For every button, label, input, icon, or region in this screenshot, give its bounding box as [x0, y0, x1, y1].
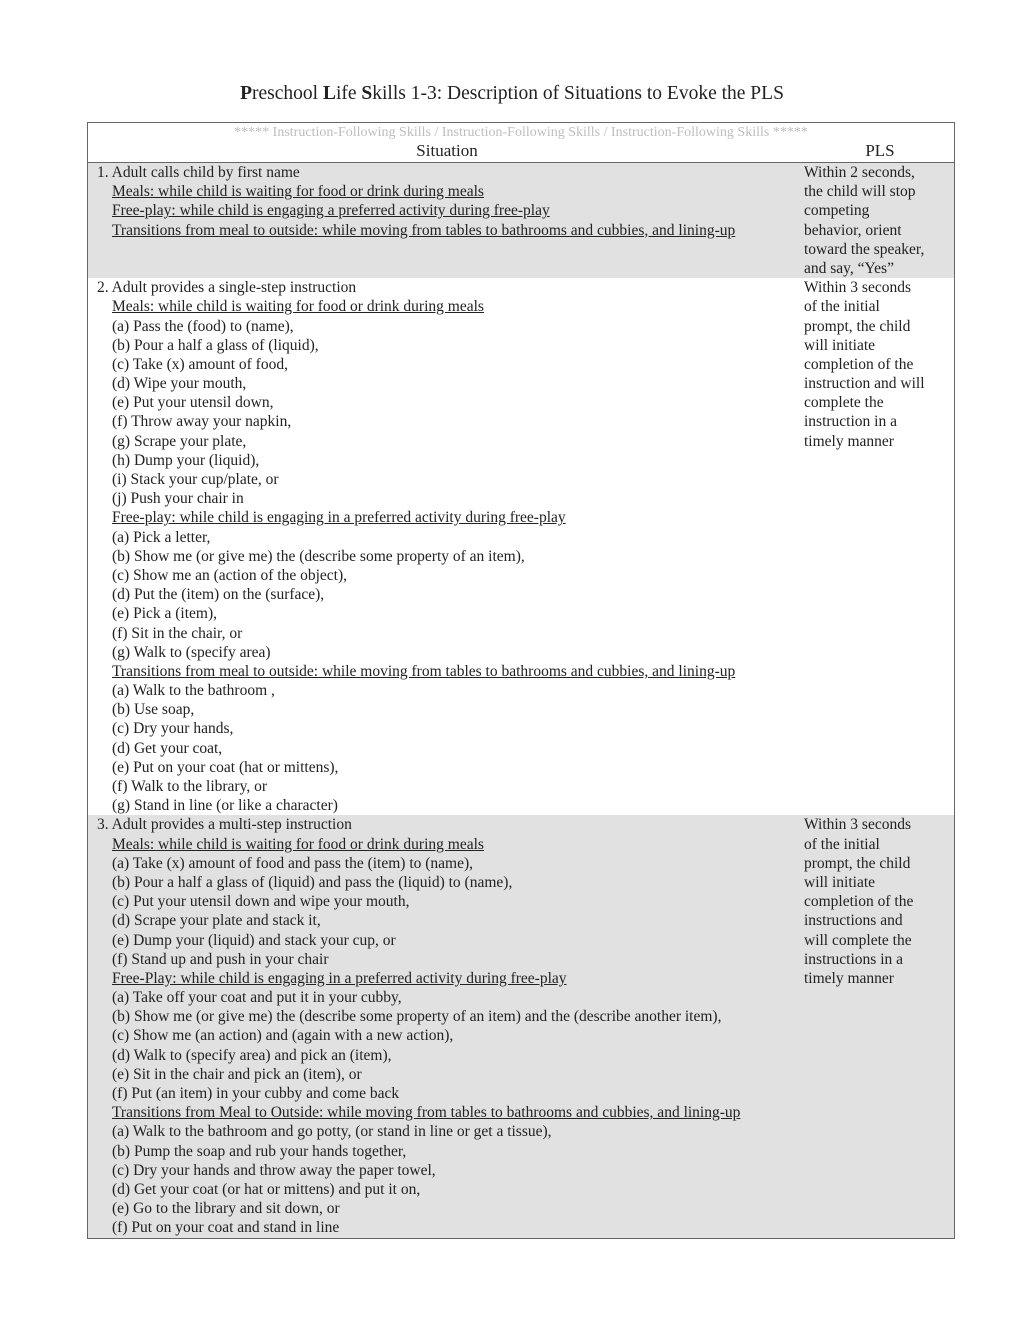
setting-heading: Meals: while child is waiting for food or drink during meals — [112, 835, 484, 853]
instruction-item: (d) Walk to (specify area) and pick an (item), — [112, 1046, 392, 1064]
instruction-item: (g) Stand in line (or like a character) — [112, 797, 338, 815]
situation-heading: 1. Adult calls child by first name — [97, 164, 300, 181]
title-text: reschool — [252, 83, 323, 104]
title-initial-p: P — [240, 83, 252, 104]
pls-text-line: Within 3 seconds — [804, 279, 912, 297]
instruction-item: (c) Dry your hands and throw away the paper towel, — [112, 1161, 436, 1179]
instruction-item: (e) Pick a (item), — [112, 605, 218, 623]
instruction-item: (f) Put on your coat and stand in line — [112, 1219, 340, 1237]
setting-heading: Meals: while child is waiting for food or drink during meals — [112, 298, 484, 316]
table-banner: ***** Instruction-Following Skills / Instruction-Following Skills / Instruction-Following Skills ***** — [234, 125, 808, 140]
instruction-item: (b) Pour a half a glass of (liquid) and pass the (liquid) to (name), — [112, 873, 513, 891]
pls-text-line: instructions in a — [804, 950, 904, 968]
pls-text-line: will initiate — [804, 873, 876, 891]
instruction-item: (j) Push your chair in — [112, 490, 244, 508]
instruction-item: (d) Put the (item) on the (surface), — [112, 586, 325, 604]
pls-cell — [804, 278, 954, 815]
instruction-item: (b) Use soap, — [112, 701, 195, 719]
setting-heading: Meals: while child is waiting for food or drink during meals — [112, 183, 484, 201]
pls-text-line: behavior, orient — [804, 221, 902, 239]
pls-text-line: of the initial — [804, 835, 880, 853]
table-row — [88, 815, 954, 1237]
title-initial-l: L — [322, 83, 336, 104]
instruction-item: (d) Get your coat, — [112, 739, 223, 757]
pls-text-line: toward the speaker, — [804, 240, 925, 258]
page-title — [0, 82, 1024, 106]
instruction-item: (f) Put (an item) in your cubby and come back — [112, 1085, 400, 1102]
instruction-item: (g) Walk to (specify area) — [112, 643, 271, 661]
instruction-item: (c) Show me (an action) and (again with a new action), — [112, 1027, 454, 1045]
setting-heading: Free-play: while child is engaging in a preferred activity during free-play — [112, 509, 566, 527]
instruction-item: (e) Dump your (liquid) and stack your cup, or — [112, 931, 396, 949]
instruction-item: (a) Pass the (food) to (name), — [112, 317, 294, 335]
pls-text-line: and say, “Yes” — [804, 259, 894, 277]
instruction-item: (d) Wipe your mouth, — [112, 375, 247, 393]
situation-cell — [88, 815, 804, 1237]
pls-text-line: prompt, the child — [804, 317, 911, 335]
instruction-item: (i) Stack your cup/plate, or — [112, 471, 279, 488]
pls-cell — [804, 163, 954, 278]
instruction-item: (e) Sit in the chair and pick an (item), or — [112, 1065, 362, 1083]
table-row — [88, 278, 954, 815]
pls-text-line: completion of the — [804, 893, 914, 911]
situations-table — [87, 122, 955, 1239]
instruction-item: (f) Throw away your napkin, — [112, 413, 292, 431]
instruction-item: (h) Dump your (liquid), — [112, 451, 260, 469]
instruction-item: (a) Take off your coat and put it in your cubby, — [112, 989, 402, 1007]
pls-text-line: instruction and will — [804, 375, 925, 393]
title-text: kills 1-3: Description of Situations to Evoke the PLS — [372, 83, 784, 104]
setting-heading: Free-Play: while child is engaging in a preferred activity during free-play — [112, 969, 567, 987]
situation-cell — [88, 278, 804, 815]
setting-heading: Transitions from meal to outside: while moving from tables to bathrooms and cubbies, and lining-up — [112, 662, 736, 680]
situation-heading: 3. Adult provides a multi-step instruction — [97, 816, 352, 834]
pls-text-line: complete the — [804, 394, 884, 412]
pls-text-line: completion of the — [804, 355, 914, 373]
pls-text-line: timely manner — [804, 969, 894, 987]
pls-text-line: the child will stop — [804, 183, 916, 201]
pls-text-line: will initiate — [804, 336, 876, 354]
title-initial-s: S — [361, 83, 373, 104]
instruction-item: (a) Pick a letter, — [112, 528, 211, 546]
instruction-item: (e) Go to the library and sit down, or — [112, 1200, 340, 1218]
column-header-situation: Situation — [416, 141, 478, 160]
instruction-item: (b) Show me (or give me) the (describe some property of an item) and the (describe another item), — [112, 1008, 722, 1026]
instruction-item: (e) Put your utensil down, — [112, 394, 274, 412]
pls-text-line: timely manner — [804, 432, 894, 450]
instruction-item: (f) Sit in the chair, or — [112, 624, 243, 642]
pls-text-line: Within 3 seconds — [804, 816, 912, 834]
pls-text-line: of the initial — [804, 298, 880, 316]
instruction-item: (b) Show me (or give me) the (describe some property of an item), — [112, 547, 525, 565]
situation-cell — [88, 163, 804, 278]
instruction-item: (c) Put your utensil down and wipe your mouth, — [112, 893, 410, 911]
situation-heading: 2. Adult provides a single-step instruction — [97, 279, 357, 297]
instruction-item: (a) Take (x) amount of food and pass the (item) to (name), — [112, 854, 474, 872]
title-text: ife — [335, 83, 362, 104]
instruction-item: (f) Walk to the library, or — [112, 778, 267, 795]
instruction-item: (b) Pump the soap and rub your hands together, — [112, 1142, 407, 1160]
instruction-item: (c) Take (x) amount of food, — [112, 355, 288, 373]
instruction-item: (c) Dry your hands, — [112, 720, 234, 738]
pls-text-line: instructions and — [804, 912, 903, 930]
pls-text-line: will complete the — [804, 931, 912, 949]
setting-heading: Transitions from Meal to Outside: while moving from tables to bathrooms and cubbies, and lining-up — [112, 1104, 741, 1122]
instruction-item: (d) Get your coat (or hat or mittens) and put it on, — [112, 1180, 421, 1198]
table-row — [88, 163, 954, 278]
instruction-item: (a) Walk to the bathroom , — [112, 682, 275, 700]
pls-cell — [804, 815, 954, 1237]
pls-text-line: competing — [804, 202, 870, 220]
table-header — [88, 141, 954, 163]
instruction-item: (e) Put on your coat (hat or mittens), — [112, 758, 339, 776]
setting-heading: Free-play: while child is engaging a preferred activity during free-play — [112, 202, 550, 220]
setting-heading: Transitions from meal to outside: while moving from tables to bathrooms and cubbies, and lining-up — [112, 221, 736, 239]
instruction-item: (d) Scrape your plate and stack it, — [112, 912, 321, 930]
pls-text-line: prompt, the child — [804, 854, 911, 872]
pls-text-line: Within 2 seconds, — [804, 164, 915, 181]
instruction-item: (f) Stand up and push in your chair — [112, 950, 329, 968]
instruction-item: (b) Pour a half a glass of (liquid), — [112, 336, 319, 354]
column-header-pls: PLS — [865, 141, 895, 160]
instruction-item: (c) Show me an (action of the object), — [112, 566, 347, 584]
instruction-item: (a) Walk to the bathroom and go potty, (or stand in line or get a tissue), — [112, 1123, 552, 1141]
instruction-item: (g) Scrape your plate, — [112, 432, 247, 450]
pls-text-line: instruction in a — [804, 413, 897, 431]
table-body — [88, 163, 954, 1238]
